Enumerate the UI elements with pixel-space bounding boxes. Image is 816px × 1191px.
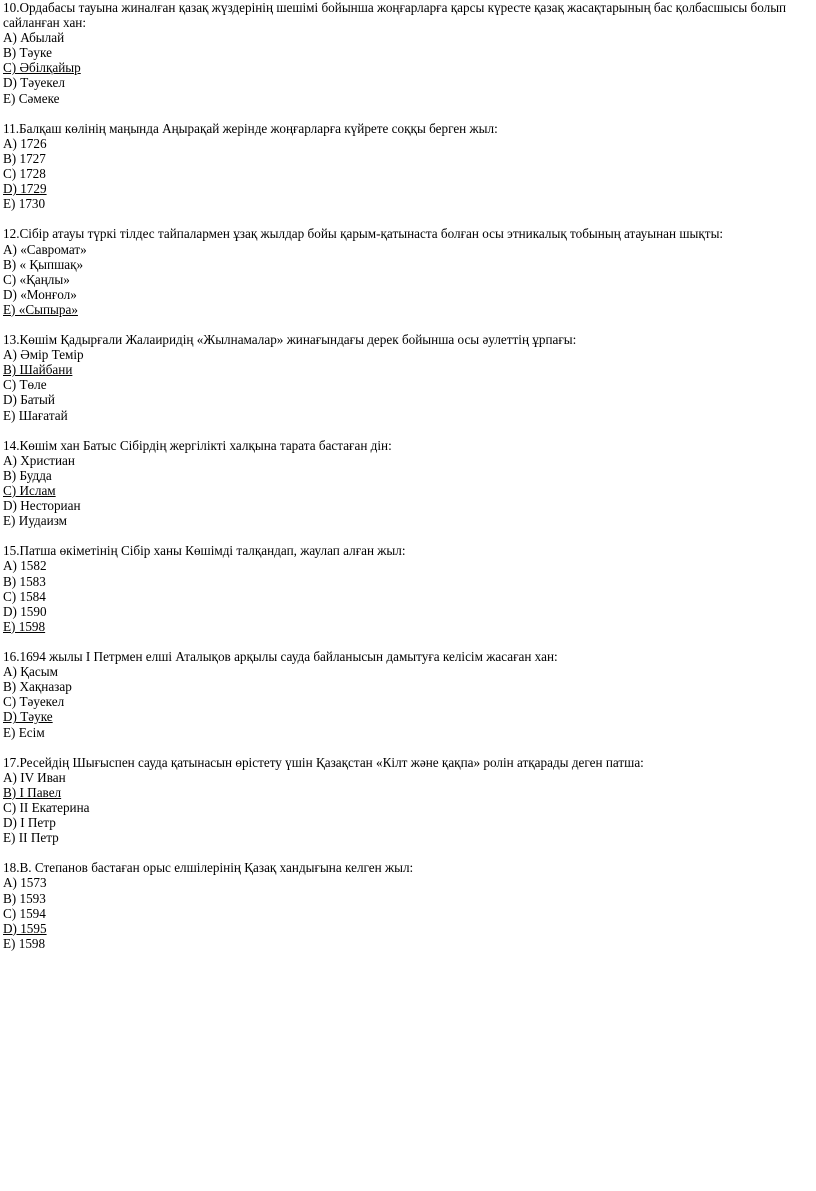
question-text: 11.Балқаш көлінің маңында Аңырақай жерінде жоңғарларға күйрете соққы берген жыл: — [3, 120, 498, 136]
answer-option: С) ІІ Екатерина — [3, 799, 90, 815]
answer-option: А) ІV Иван — [3, 769, 66, 785]
question-14 — [3, 438, 812, 529]
answer-option: Е) «Сыпыра» — [3, 301, 78, 317]
answer-option: А) Христиан — [3, 452, 75, 468]
answer-option: Е) ІІ Петр — [3, 830, 59, 846]
answer-option: Е) Иудаизм — [3, 513, 68, 529]
answer-option: А) Әмір Темір — [3, 347, 84, 363]
answer-option: В) Будда — [3, 467, 52, 483]
answer-option: Е) Шағатай — [3, 407, 68, 423]
answer-option: С) Тәуекел — [3, 694, 65, 710]
question-17 — [3, 755, 812, 846]
answer-option: D) Тәуекел — [3, 75, 65, 91]
question-16 — [3, 649, 812, 740]
question-text: 10.Ордабасы тауына жиналған қазақ жүздерінің шешімі бойынша жоңғарларға қарсы күресте қазақ жасақтарының бас қолбасшысы болып сайланған хан: — [3, 0, 787, 31]
answer-option: С) Төле — [3, 377, 47, 393]
answer-option: В) Тәуке — [3, 45, 52, 61]
answer-option: D) 1590 — [3, 603, 47, 619]
question-13 — [3, 332, 812, 423]
answer-option: D) Несториан — [3, 498, 81, 514]
answer-option: Е) 1730 — [3, 196, 46, 212]
answer-option: С) 1728 — [3, 166, 46, 182]
answer-option: В) 1583 — [3, 573, 46, 589]
question-18 — [3, 860, 812, 951]
answer-option: D) І Петр — [3, 815, 56, 831]
answer-option: С) 1594 — [3, 905, 46, 921]
answer-option: D) 1729 — [3, 181, 47, 197]
answer-option: А) Қасым — [3, 664, 58, 680]
question-text: 16.1694 жылы І Петрмен елші Аталықов арқылы сауда байланысын дамытуға келісім жасаған хан: — [3, 649, 558, 665]
answer-option: В) Хақназар — [3, 679, 72, 695]
answer-option: Е) 1598 — [3, 935, 46, 951]
question-text: 15.Патша өкіметінің Сібір ханы Көшімді талқандап, жаулап алған жыл: — [3, 543, 406, 559]
answer-option: В) І Павел — [3, 784, 62, 800]
answer-option: В) 1593 — [3, 890, 46, 906]
question-15 — [3, 543, 812, 634]
answer-option: D) Батый — [3, 392, 55, 408]
answer-option: D) «Монғол» — [3, 286, 77, 302]
answer-option: С) «Қаңлы» — [3, 271, 70, 287]
question-11 — [3, 121, 812, 212]
answer-option: В) « Қыпшақ» — [3, 256, 84, 272]
answer-option: С) Әбілқайыр — [3, 60, 81, 76]
answer-option: А) 1573 — [3, 875, 47, 891]
answer-option: А) Абылай — [3, 30, 65, 46]
answer-option: А) «Савромат» — [3, 241, 87, 257]
answer-option: В) Шайбани — [3, 362, 73, 378]
answer-option: Е) 1598 — [3, 618, 46, 634]
question-12 — [3, 226, 812, 317]
question-text: 14.Көшім хан Батыс Сібірдің жергілікті халқына тарата бастаған дін: — [3, 437, 392, 453]
answer-option: Е) Сәмеке — [3, 90, 60, 106]
question-text: 13.Көшім Қадырғали Жалаиридің «Жылнамалар» жинағындағы дерек бойынша осы әулеттің ұрпағы: — [3, 332, 577, 348]
answer-option: А) 1726 — [3, 135, 47, 151]
question-text: 18.В. Степанов бастаған орыс елшілерінің Қазақ хандығына келген жыл: — [3, 860, 414, 876]
question-text: 17.Ресейдің Шығыспен сауда қатынасын өрістету үшін Қазақстан «Кілт және қақпа» ролін атқарады деген патша: — [3, 754, 644, 770]
answer-option: Е) Есім — [3, 724, 45, 740]
answer-option: D) 1595 — [3, 920, 47, 936]
answer-option: С) Ислам — [3, 483, 56, 498]
answer-option: С) 1584 — [3, 588, 46, 604]
question-text: 12.Сібір атауы түркі тілдес тайпалармен ұзақ жылдар бойы қарым-қатынаста болған осы этникалық тобының атауынан шықты: — [3, 226, 724, 242]
answer-option: D) Тәуке — [3, 709, 53, 725]
question-10 — [3, 0, 812, 106]
answer-option: А) 1582 — [3, 558, 47, 574]
answer-option: В) 1727 — [3, 150, 46, 166]
